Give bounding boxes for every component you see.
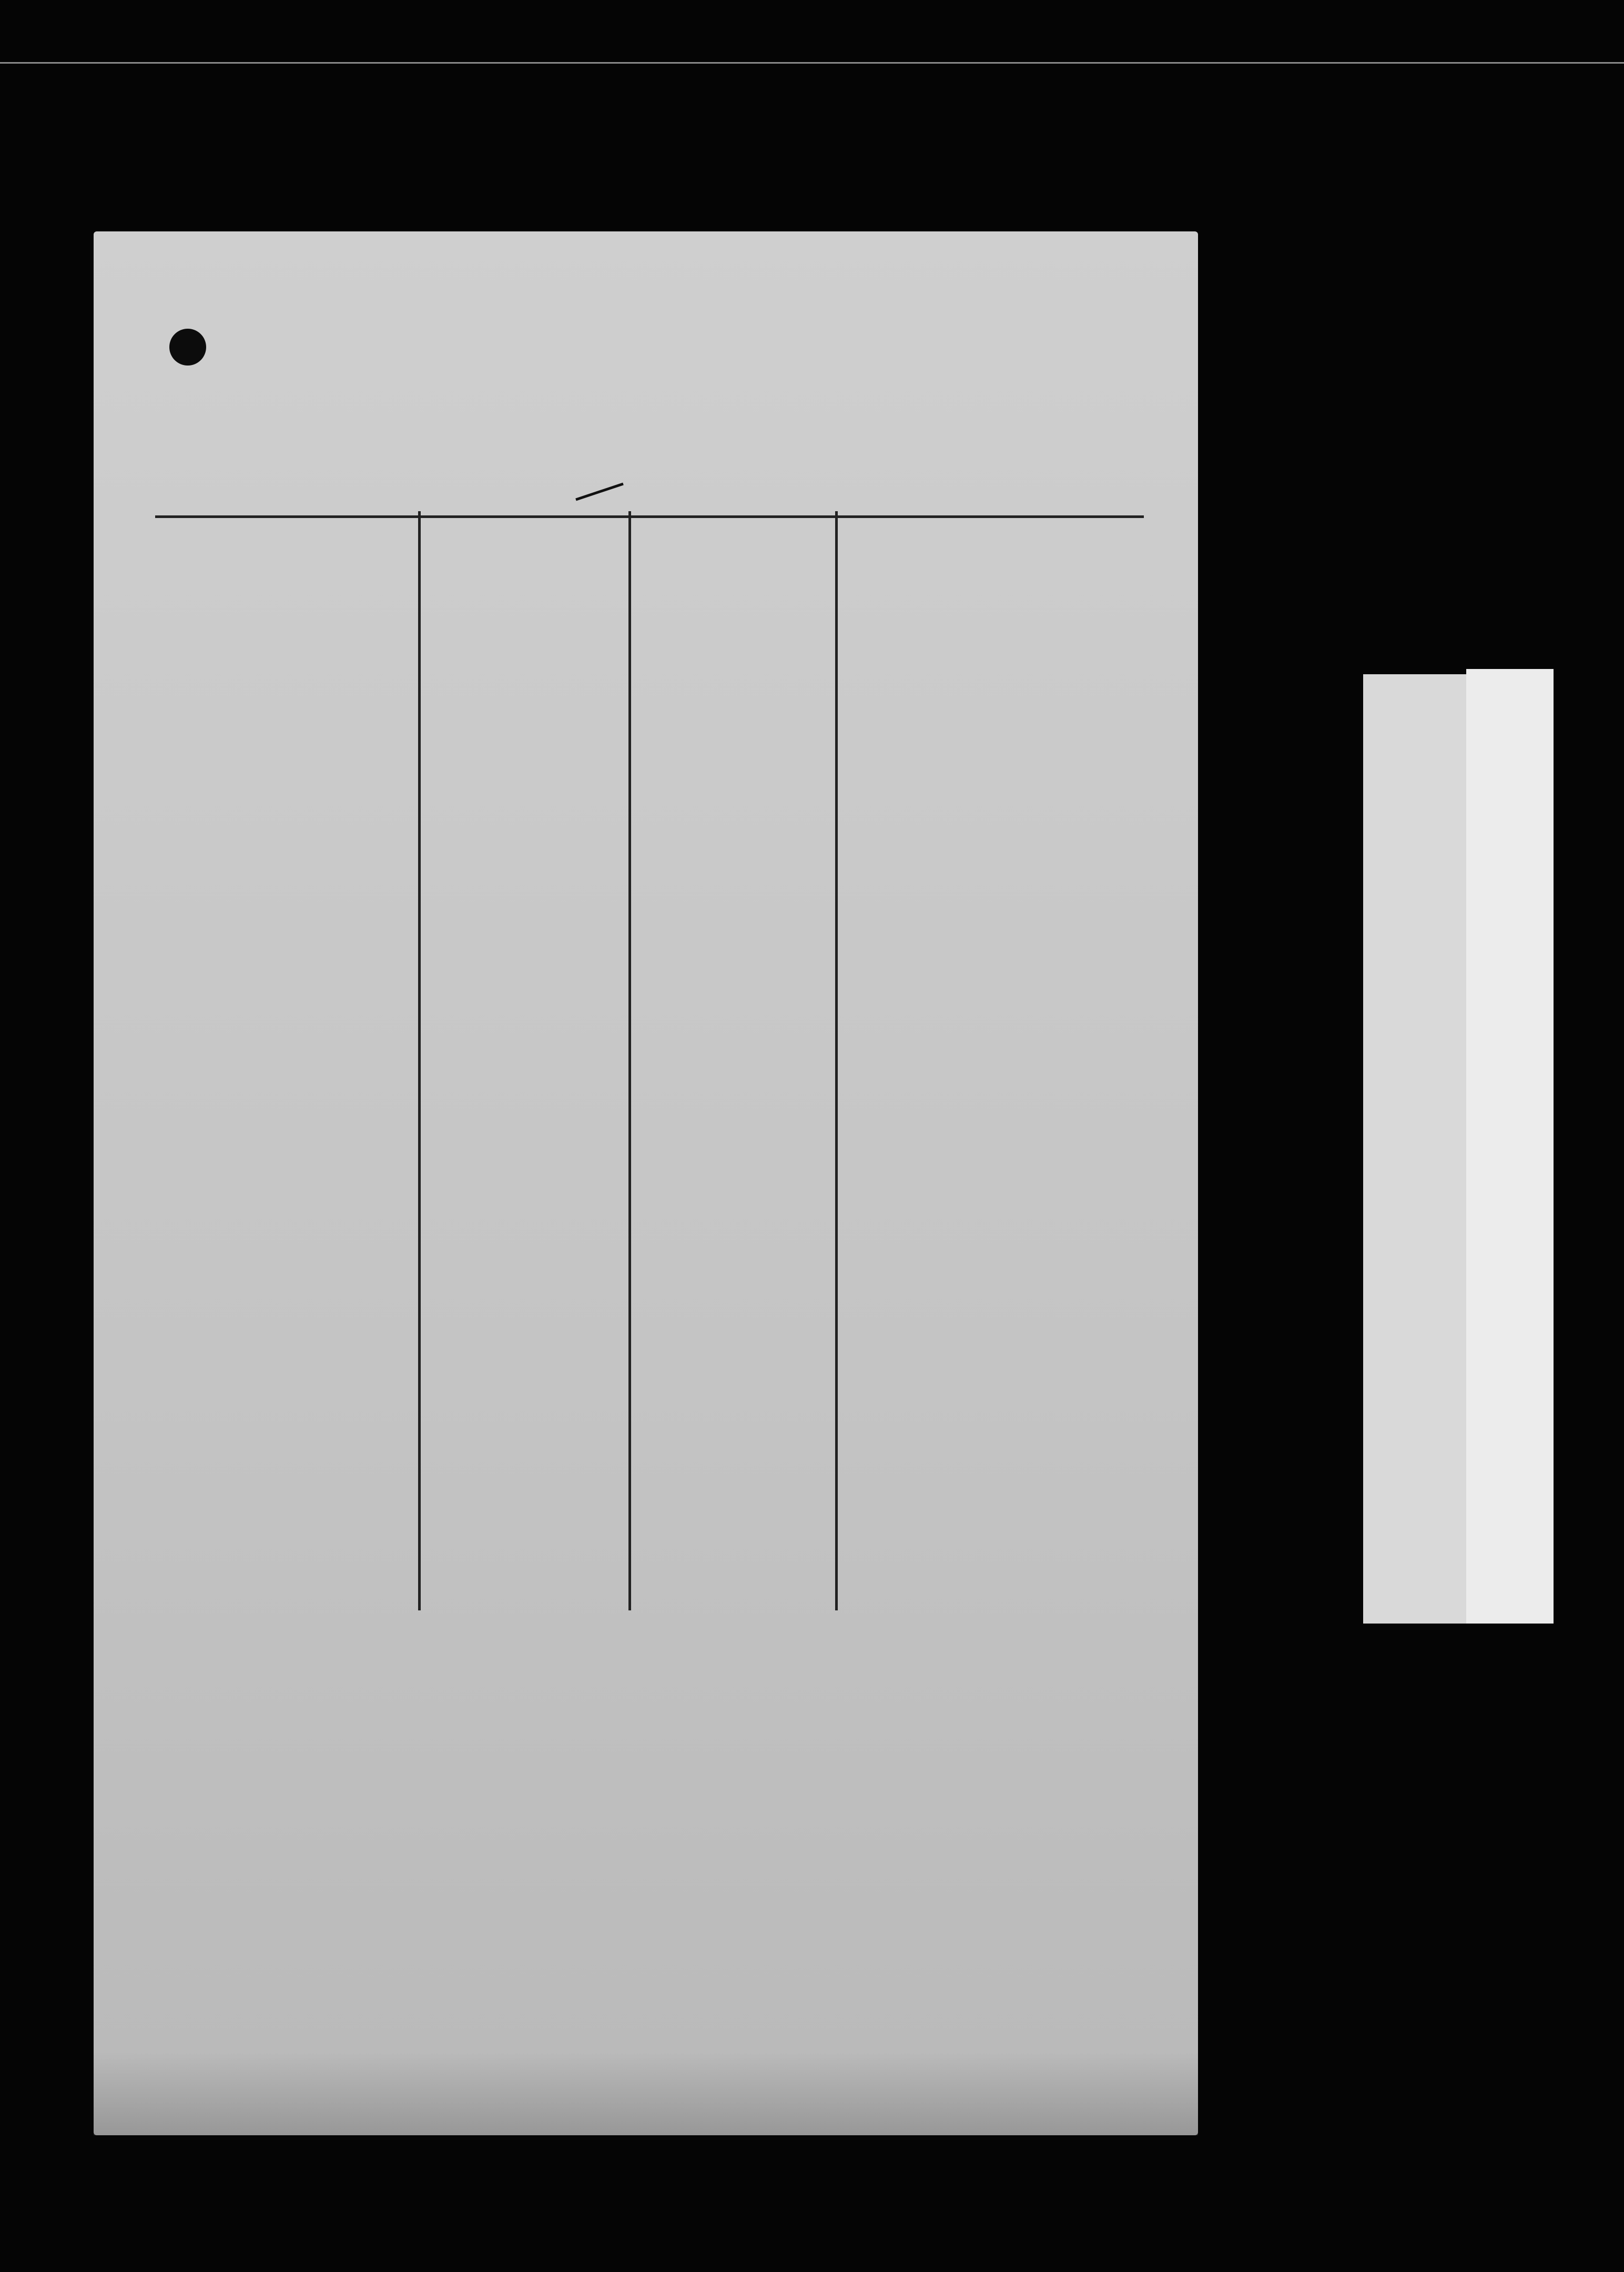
paper-shadow xyxy=(94,2051,1198,2135)
film-top-line xyxy=(0,62,1624,64)
archive-label-panel xyxy=(1466,669,1554,1624)
frame-number xyxy=(889,74,1062,179)
col-rule-1 xyxy=(418,511,421,1610)
initials-flourish xyxy=(573,463,626,505)
table-top-rule xyxy=(155,515,1144,518)
col-rule-3 xyxy=(835,511,838,1610)
punch-hole xyxy=(169,329,206,366)
col-rule-2 xyxy=(628,511,631,1610)
